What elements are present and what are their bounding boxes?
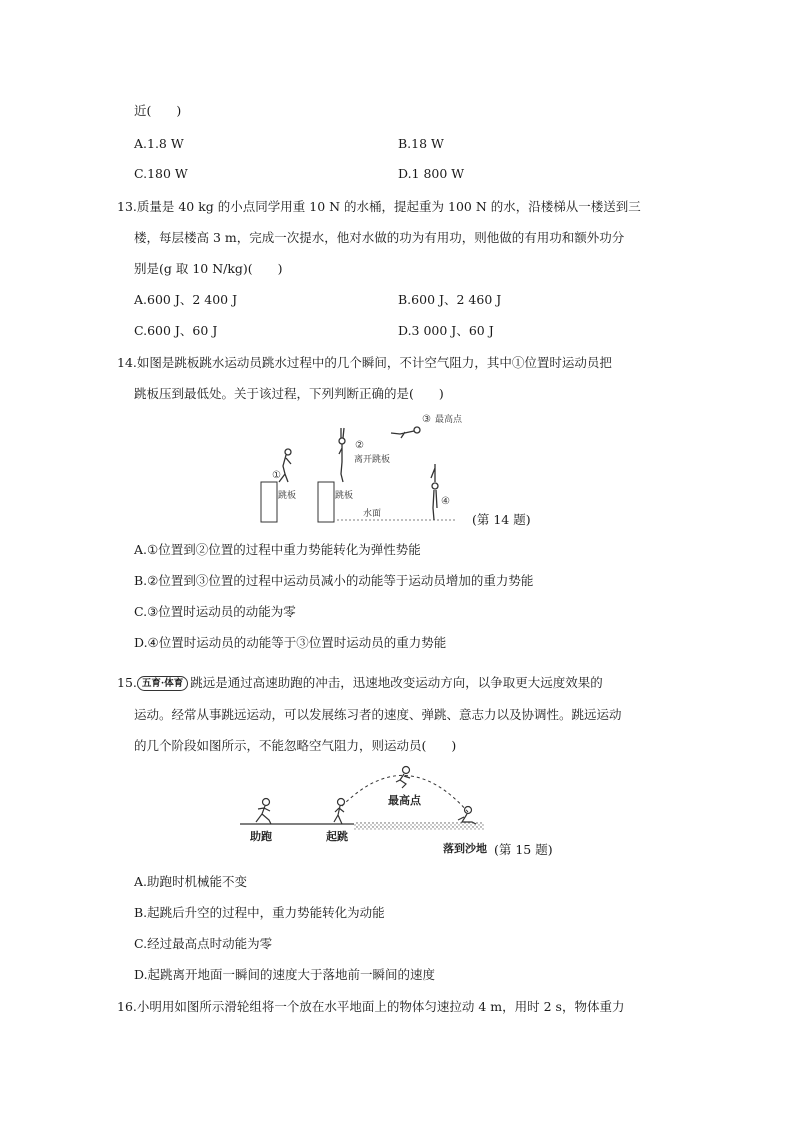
q15-figure-caption: (第 15 题) [494,842,553,857]
diver-position-3 [391,427,420,438]
label-3: ③ [422,414,431,425]
q14-diving-figure [255,408,555,528]
q12-tail: 近( ) [134,103,182,118]
q14-option-d: D.④位置时运动员的动能等于③位置时运动员的重力势能 [134,635,447,650]
runner-figure [256,799,271,825]
diving-board-high [318,482,334,522]
board-label-2: 跳板 [335,491,354,501]
diver-position-2 [339,428,345,482]
label-1: ① [272,470,281,481]
q15-option-a: A.助跑时机械能不变 [134,874,248,889]
q15-text-1: 跳远是通过高速助跑的冲击，迅速地改变运动方向，以争取更大远度效果的 [190,675,603,690]
q14-option-a: A.①位置到②位置的过程中重力势能转化为弹性势能 [134,542,421,557]
top-label: 最高点 [388,794,421,807]
q13-line-2: 楼，每层楼高 3 m，完成一次提水，他对水做的功为有用功，则他做的有用功和额外功分 [134,230,625,245]
q15-long-jump-figure [236,762,496,857]
q12-option-a: A.1.8 W [134,136,184,151]
takeoff-label: 起跳 [326,830,348,843]
q13-option-a: A.600 J、2 400 J [134,292,238,307]
q13-line-3: 别是(g 取 10 N/kg)( ) [134,261,283,276]
q15-line-1 [117,675,603,691]
diving-board-low [261,482,277,522]
q15-number: 15. [117,675,137,690]
q13-line-1: 13.质量是 40 kg 的小点同学用重 10 N 的水桶，提起重为 100 N 的水，沿楼梯从一楼送到三 [117,199,641,214]
q16-line-1: 16.小明用如图所示滑轮组将一个放在水平地面上的物体匀速拉动 4 m，用时 2 s，物体重力 [117,999,625,1014]
q14-option-b: B.②位置到③位置的过程中运动员减小的动能等于运动员增加的重力势能 [134,573,534,588]
q13-option-c: C.600 J、60 J [134,323,218,338]
q12-option-b: B.18 W [398,136,444,151]
q12-option-d: D.1 800 W [398,166,465,181]
water-label: 水面 [363,509,382,519]
q13-option-d: D.3 000 J、60 J [398,323,494,338]
run-label: 助跑 [250,830,272,843]
landing-figure [458,807,476,825]
takeoff-figure [334,799,345,825]
board-label-1: 跳板 [278,491,297,501]
q14-line-1: 14.如图是跳板跳水运动员跳水过程中的几个瞬间，不计空气阻力，其中①位置时运动员把 [117,355,612,370]
q14-figure-caption: (第 14 题) [472,512,531,527]
q15-line-2: 运动。经常从事跳远运动，可以发展练习者的速度、弹跳、意志力以及协调性。跳远运动 [134,707,622,722]
label-4: ④ [441,496,450,507]
sand-pit [354,822,484,830]
q15-option-d: D.起跳离开地面一瞬间的速度大于落地前一瞬间的速度 [134,967,436,982]
diver-position-4 [431,464,438,520]
q13-option-b: B.600 J、2 460 J [398,292,502,307]
label-2-text: 离开跳板 [354,455,391,465]
q15-category-badge: 五育·体育 [137,676,188,691]
label-2: ② [355,440,364,451]
label-3-text: 最高点 [435,415,463,425]
q12-option-c: C.180 W [134,166,188,181]
q14-option-c: C.③位置时运动员的动能为零 [134,604,296,619]
q15-option-c: C.经过最高点时动能为零 [134,936,273,951]
q14-line-2: 跳板压到最低处。关于该过程，下列判断正确的是( ) [134,386,444,401]
top-figure [396,767,410,789]
q15-option-b: B.起跳后升空的过程中，重力势能转化为动能 [134,905,385,920]
land-label: 落到沙地 [443,842,487,855]
q15-line-3: 的几个阶段如图所示，不能忽略空气阻力，则运动员( ) [134,738,457,753]
